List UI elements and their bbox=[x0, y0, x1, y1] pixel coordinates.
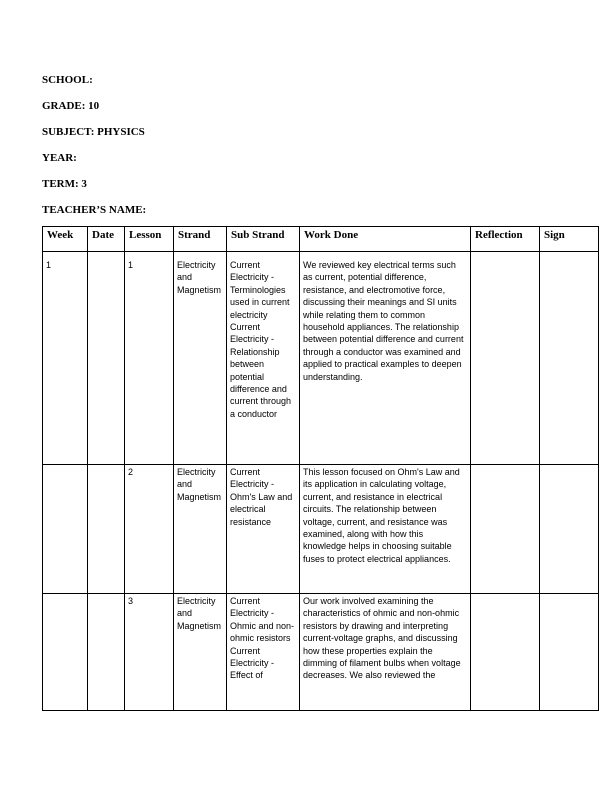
work-done-cell: This lesson focused on Ohm's Law and its application in calculating voltage, current, and resistance in electrical circuits. The relationship between voltage, current, and resistance was examined, along with how this knowledge helps in choosing suitable fuses to protect electrical appliances. bbox=[300, 465, 471, 594]
lesson-cell: 3 bbox=[125, 594, 174, 711]
school-label: SCHOOL: bbox=[42, 74, 93, 86]
reflection-cell bbox=[471, 258, 540, 465]
work-done-cell: We reviewed key electrical terms such as current, potential difference, resistance, and electromotive force, discussing their meanings and SI units while relating them to common household appliances. The relationship between potential difference and current through a conductor was examined and applied to practical examples to deepen understanding. bbox=[300, 258, 471, 465]
column-header-date: Date bbox=[88, 227, 125, 252]
column-header-strand: Strand bbox=[174, 227, 227, 252]
table-header-row bbox=[43, 227, 599, 252]
reflection-cell bbox=[471, 594, 540, 711]
grade-label: GRADE: 10 bbox=[42, 100, 100, 112]
strand-cell: Electricity and Magnetism bbox=[174, 258, 227, 465]
subject-label: SUBJECT: PHYSICS bbox=[42, 126, 145, 138]
sub-strand-cell: Current Electricity - Terminologies used in current electricity Current Electricity - Relationship between potential difference and current through a conductor bbox=[227, 258, 300, 465]
teacher-name-label: TEACHER’S NAME: bbox=[42, 204, 147, 216]
sign-cell bbox=[540, 465, 599, 594]
date-cell bbox=[88, 465, 125, 594]
reflection-cell bbox=[471, 465, 540, 594]
sign-cell bbox=[540, 258, 599, 465]
table-row bbox=[43, 465, 599, 594]
sub-strand-cell: Current Electricity - Ohm's Law and electrical resistance bbox=[227, 465, 300, 594]
lesson-record-table bbox=[42, 226, 599, 711]
year-label: YEAR: bbox=[42, 152, 77, 164]
column-header-reflection: Reflection bbox=[471, 227, 540, 252]
sub-strand-cell bbox=[227, 594, 300, 711]
sub-strand-text: Current Electricity - Ohmic and non-ohmic resistors Current Electricity - Effect of bbox=[230, 596, 295, 681]
date-cell bbox=[88, 258, 125, 465]
column-header-lesson: Lesson bbox=[125, 227, 174, 252]
work-done-text: Our work involved examining the characteristics of ohmic and non-ohmic resistors by drawing and interpreting current-voltage graphs, and discussing how these properties explain the dimming of filament bulbs when voltage decreases. We also reviewed the bbox=[303, 596, 461, 681]
table-row bbox=[43, 594, 599, 711]
week-cell: 1 bbox=[43, 258, 88, 465]
table-row bbox=[43, 258, 599, 465]
sign-cell bbox=[540, 594, 599, 711]
lesson-cell: 1 bbox=[125, 258, 174, 465]
strand-cell: Electricity and Magnetism bbox=[174, 594, 227, 711]
column-header-sub-strand: Sub Strand bbox=[227, 227, 300, 252]
column-header-sign: Sign bbox=[540, 227, 599, 252]
week-cell bbox=[43, 465, 88, 594]
strand-cell: Electricity and Magnetism bbox=[174, 465, 227, 594]
column-header-week: Week bbox=[43, 227, 88, 252]
column-header-work-done: Work Done bbox=[300, 227, 471, 252]
work-done-cell bbox=[300, 594, 471, 711]
term-label: TERM: 3 bbox=[42, 178, 87, 190]
date-cell bbox=[88, 594, 125, 711]
lesson-cell: 2 bbox=[125, 465, 174, 594]
week-cell bbox=[43, 594, 88, 711]
